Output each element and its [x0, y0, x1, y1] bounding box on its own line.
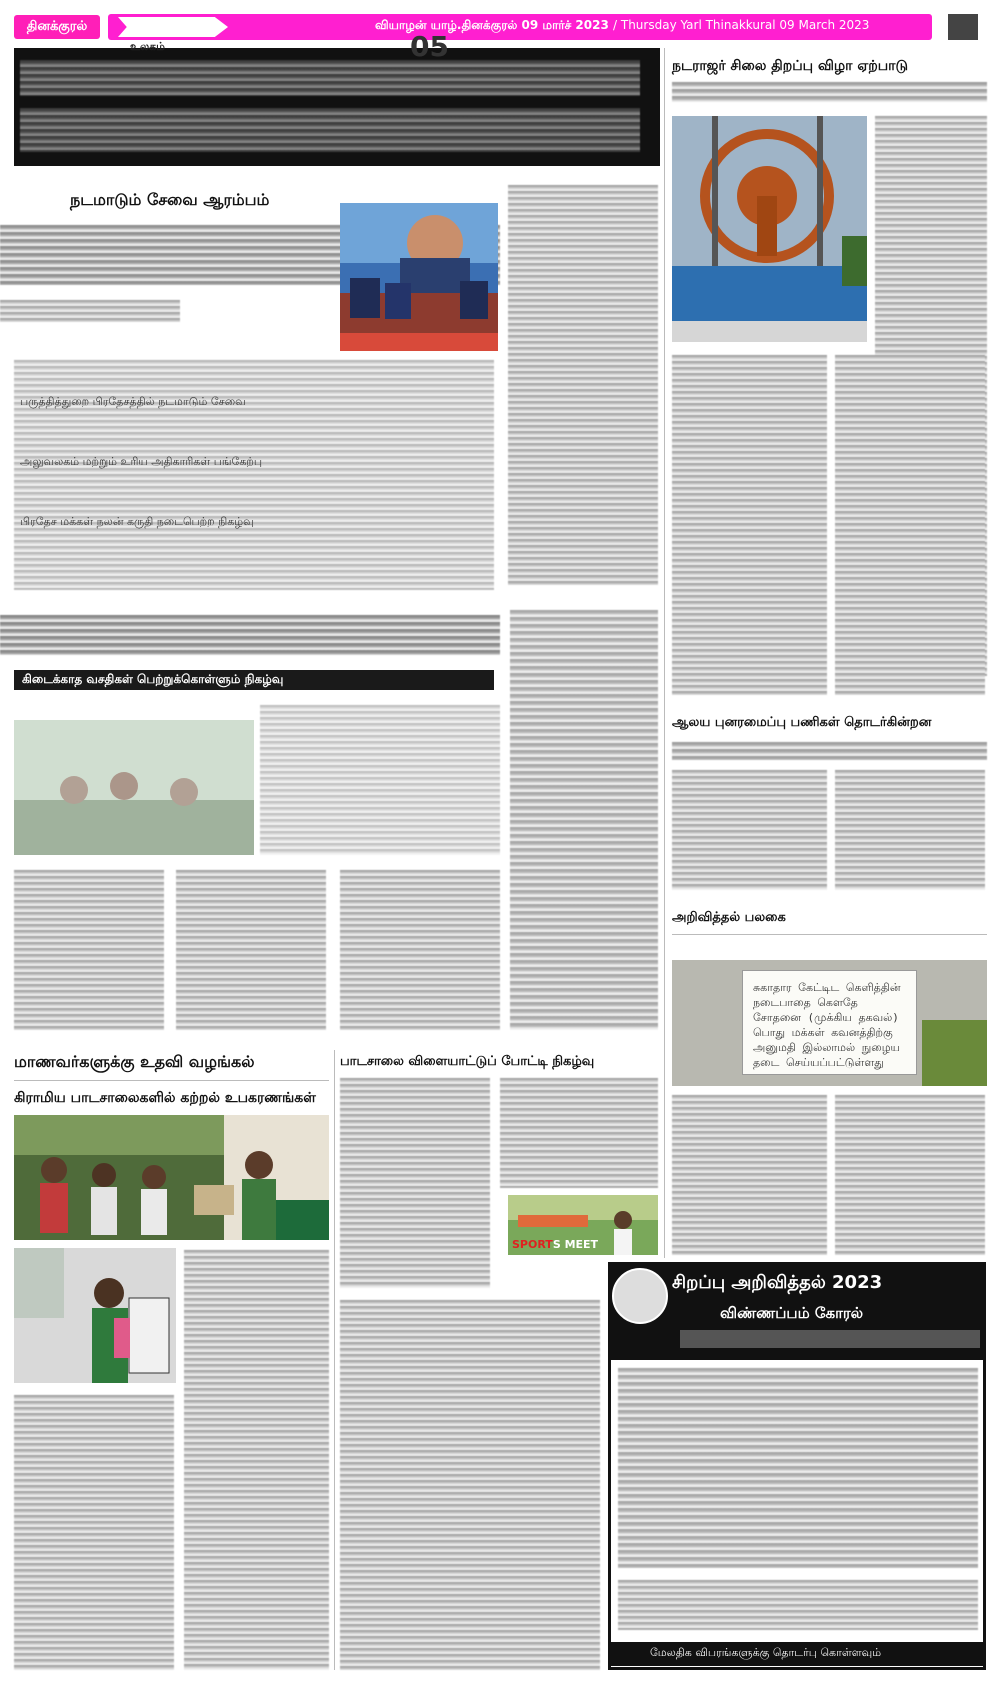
lower-left-body: [184, 1250, 329, 1670]
column-rule: [334, 1050, 335, 1670]
section-heading: கிடைக்காத வசதிகள் பெற்றுக்கொள்ளும் நிகழ்வு: [22, 672, 284, 686]
newspaper-logo: தினக்குரல்: [14, 15, 100, 39]
ghost-heading-2: [0, 300, 180, 322]
header-date: [375, 18, 869, 34]
notice-line: நடைபாதை கெளதே: [753, 996, 858, 1009]
page-marker: 05: [410, 30, 449, 63]
notice-line: பொது மக்கள் கவனத்திற்கு: [753, 1026, 893, 1039]
advert-subtitle-bar: [680, 1330, 980, 1348]
crowd-image: [14, 720, 254, 855]
column-rule: [664, 48, 665, 1258]
date-tamil: வியாழன் யாழ்.தினக்குரல் 09 மார்ச் 2023: [375, 18, 609, 32]
donation-image: [14, 1248, 176, 1383]
notice-board-grass: [922, 1020, 987, 1086]
text-column: [176, 870, 326, 1030]
advert-body: [618, 1368, 978, 1568]
advert-details: [618, 1580, 978, 1630]
notice-line: சோதனை (முக்கிய தகவல்): [753, 1011, 899, 1024]
advert-title: சிறப்பு அறிவித்தல் 2023: [672, 1272, 883, 1293]
ghost-heading-3: [0, 615, 500, 655]
right-top-heading-2: [672, 82, 987, 102]
right-body-3: [835, 355, 985, 695]
right-top-heading: நடராஜர் சிலை திறப்பு விழா ஏற்பாடு: [672, 58, 908, 74]
sidebar-box: [510, 610, 658, 1030]
notice-line: சுகாதார கேட்டிட கெளித்தின்: [753, 981, 901, 994]
sport-label-red: SPORT: [512, 1238, 553, 1251]
notice-heading: அறிவித்தல் பலகை: [672, 910, 786, 925]
middle-lower-body-3: [340, 1300, 600, 1670]
main-headline-text-2: [20, 108, 640, 152]
middle-lower-body: [340, 1078, 490, 1288]
middle-lower-heading: பாடசாலை விளையாட்டுப் போட்டி நிகழ்வு: [340, 1054, 595, 1069]
right-mid-heading: ஆலய புனரமைப்பு பணிகள் தொடர்கின்றன: [672, 715, 932, 730]
main-body-line: பிரதேச மக்கள் நலன் கருதி நடைபெற்ற நிகழ்வு: [20, 515, 254, 528]
advert-subtitle: விண்ணப்பம் கோரல்: [720, 1304, 864, 1322]
divider: [672, 934, 987, 935]
nataraja-statue-photo: [672, 116, 867, 342]
event-body: [260, 705, 500, 855]
right-mid-heading-2: [672, 742, 987, 760]
students-photo: [14, 1115, 329, 1240]
sport-label-white: S MEET: [552, 1238, 599, 1251]
main-column-right: [508, 185, 658, 585]
right-body-6: [672, 1095, 827, 1255]
notice-line: அனுமதி இல்லாமல் நுழைய: [753, 1041, 900, 1054]
main-headline-text: [20, 60, 640, 96]
donation-photo: [14, 1248, 176, 1383]
divider: [14, 1080, 329, 1081]
statue-image: [672, 116, 867, 342]
main-body-line: பருத்தித்துறை பிரதேசத்தில் நடமாடும் சேவை: [20, 395, 246, 408]
right-body-5: [835, 770, 985, 890]
text-column: [340, 870, 500, 1030]
sport-label: [512, 1238, 598, 1251]
caption-label: உலகம்: [130, 40, 165, 53]
notice-line: தடை செய்யப்பட்டுள்ளது: [753, 1056, 884, 1069]
notice-board: [742, 970, 917, 1075]
event-photo: [14, 720, 254, 855]
right-body-7: [835, 1095, 985, 1255]
notice-board-photo: [672, 960, 987, 1086]
lower-left-heading: மாணவர்களுக்கு உதவி வழங்கல்: [14, 1052, 255, 1071]
main-story-photo: [340, 203, 498, 351]
main-body-line: அலுவலகம் மற்றும் உரிய அதிகாரிகள் பங்கேற்பு: [20, 455, 263, 468]
students-image: [14, 1115, 329, 1240]
stage-banner-image: [340, 203, 498, 351]
right-body-2: [672, 355, 827, 695]
lower-left-body-2: [14, 1395, 174, 1670]
right-body-4: [672, 770, 827, 890]
date-english: / Thursday Yarl Thinakkural 09 March 2023: [613, 18, 870, 32]
lower-left-subheading: கிராமிய பாடசாலைகளில் கற்றல் உபகரணங்கள்: [14, 1090, 316, 1106]
main-subhead: நடமாடும் சேவை ஆரம்பம்: [70, 190, 270, 209]
advert-footer: மேலதிக விபரங்களுக்கு தொடர்பு கொள்ளவும்: [650, 1646, 882, 1659]
text-column: [14, 870, 164, 1030]
section-tab: [118, 17, 228, 37]
advert-emblem-icon: [612, 1268, 668, 1324]
middle-lower-body-2: [500, 1078, 658, 1188]
page-corner-box: [948, 14, 978, 40]
